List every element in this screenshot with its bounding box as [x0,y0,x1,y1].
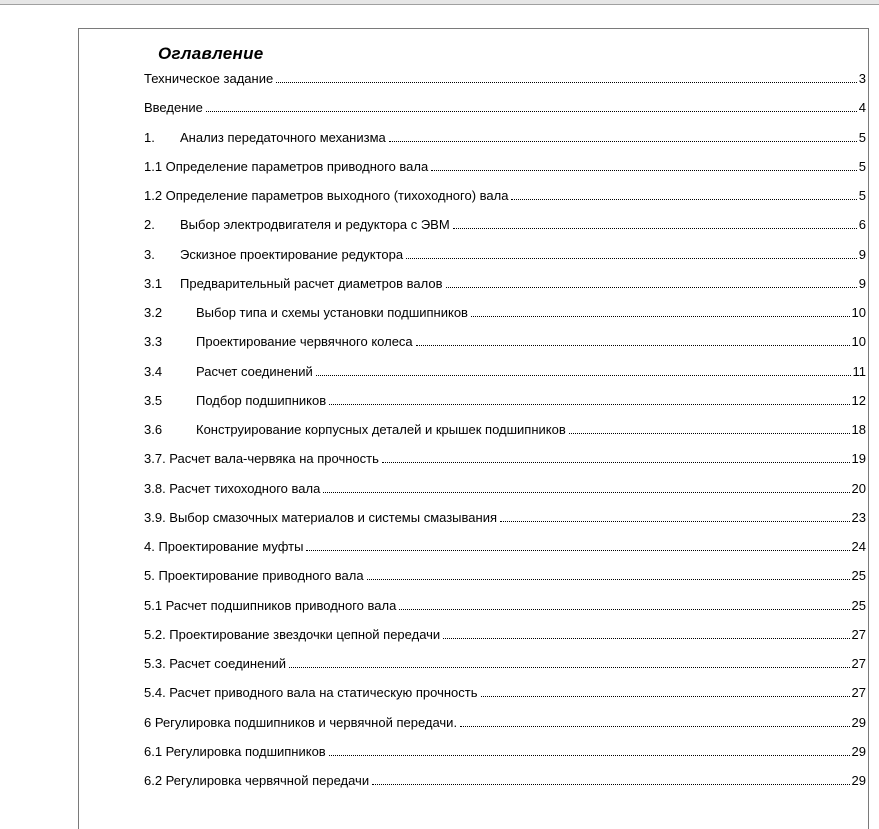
toc-entry-page: 20 [851,480,866,496]
window-top-bar [0,0,879,5]
toc-entry-text: 1.2 Определение параметров выходного (тихоходного) вала [144,188,509,203]
toc-entry-page: 10 [851,334,866,350]
dot-leader [460,726,849,727]
dot-leader [500,521,850,522]
toc-entry-number: 3.5 [144,392,163,408]
dot-leader [453,228,857,229]
toc-entry-text: Подбор подшипников [196,392,327,408]
toc-entry-text: Эскизное проектирование редуктора [180,246,404,262]
toc-entry-page: 25 [851,568,866,584]
toc-entry-number: 3.2 [144,305,163,320]
toc-entry-text: 6.2 Регулировка червячной передачи [144,773,370,788]
toc-entry[interactable] [144,597,866,626]
toc-entry-page: 9 [858,275,866,291]
toc-entry-text: Выбор электродвигателя и редуктора с ЭВМ [180,217,450,233]
toc-entry[interactable] [144,275,866,304]
toc-entry-page: 10 [851,305,866,320]
dot-leader [431,170,857,171]
toc-entry[interactable] [144,567,866,596]
toc-entry-text: 5.4. Расчет приводного вала на статическую прочность [144,685,478,701]
toc-entry-page: 5 [858,188,866,203]
toc-entry-text: 5.2. Проектирование звездочки цепной передачи [144,626,441,642]
dot-leader [443,638,849,639]
toc-entry-text: 4. Проектирование муфты [144,539,304,554]
dot-leader [389,141,857,142]
dot-leader [206,111,857,112]
toc-entry[interactable] [144,99,866,128]
toc-entry-page: 27 [851,685,866,701]
dot-leader [511,199,856,200]
dot-leader [372,784,849,785]
toc-entry-number: 3.1 [144,275,163,291]
toc-entry-number: 2. [144,217,155,233]
dot-leader [406,258,857,259]
dot-leader [329,404,849,405]
toc-entry-number: 3.6 [144,422,163,437]
toc-entry-page: 23 [851,509,866,525]
toc-entry-page: 27 [851,656,866,671]
toc-entry-text: 1.1 Определение параметров приводного вала [144,158,429,174]
toc-entry[interactable] [144,772,866,801]
toc-entry-text: 6 Регулировка подшипников и червячной передачи. [144,714,458,730]
toc-entry-number: 3. [144,246,155,262]
toc-entry-page: 29 [851,743,866,759]
toc-entry-text: 3.7. Расчет вала-червяка на прочность [144,451,379,467]
dot-leader [367,579,850,580]
toc-entry[interactable] [144,333,866,362]
toc-entry[interactable] [144,392,866,421]
toc-entry-page: 5 [858,129,866,145]
dot-leader [569,433,850,434]
toc-entry[interactable] [144,743,866,772]
toc-entry-text: 5. Проектирование приводного вала [144,568,364,584]
toc-entry-number: 1. [144,129,155,145]
toc-entry[interactable] [144,714,866,743]
toc-entry-page: 27 [851,626,866,642]
dot-leader [471,316,850,317]
toc-entry[interactable] [144,187,866,216]
toc-entry[interactable] [144,450,866,479]
toc-entry-text: 3.8. Расчет тихоходного вала [144,480,321,496]
toc-entry-page: 3 [858,71,866,86]
toc-entry-text: Предварительный расчет диаметров валов [180,275,443,291]
dot-leader [399,609,849,610]
toc-entry-text: 5.1 Расчет подшипников приводного вала [144,597,397,613]
toc-entry[interactable] [144,70,866,99]
toc-entry[interactable] [144,509,866,538]
toc-entry-page: 11 [852,363,866,379]
dot-leader [416,345,850,346]
dot-leader [446,287,857,288]
toc-entry-text: Проектирование червячного колеса [196,334,413,350]
toc-entry-text: Расчет соединений [196,363,313,379]
toc-entry[interactable] [144,684,866,713]
toc-entry-page: 6 [858,217,866,233]
dot-leader [306,550,849,551]
toc-entry-page: 12 [851,392,866,408]
toc-entry-text: Введение [144,100,203,116]
toc-entry-text: 6.1 Регулировка подшипников [144,743,326,759]
toc-entry-text: Конструирование корпусных деталей и крышек подшипников [196,422,566,437]
toc-entry-text: Анализ передаточного механизма [180,129,386,145]
toc-entry[interactable] [144,655,866,684]
toc-entry[interactable] [144,363,866,392]
toc-entry-page: 5 [858,158,866,174]
toc-entry-page: 18 [851,422,866,437]
dot-leader [382,462,850,463]
dot-leader [481,696,850,697]
dot-leader [329,755,850,756]
toc-entry[interactable] [144,626,866,655]
toc-entry-text: Техническое задание [144,71,274,86]
toc-entry-page: 24 [851,539,866,554]
toc-entry-page: 29 [851,714,866,730]
toc-entry[interactable] [144,480,866,509]
toc-entry[interactable] [144,129,866,158]
toc-entry[interactable] [144,421,866,450]
toc-entry[interactable] [144,304,866,333]
dot-leader [289,667,849,668]
toc-entry-page: 29 [851,773,866,788]
toc-entry-text: Выбор типа и схемы установки подшипников [196,305,468,320]
toc-entry-page: 19 [851,451,866,467]
toc-entry-page: 25 [851,597,866,613]
toc-title: Оглавление [158,44,264,63]
toc-entry-page: 4 [858,100,866,116]
toc-entry-text: 5.3. Расчет соединений [144,656,287,671]
toc-entry-number: 3.3 [144,334,163,350]
toc-entry-page: 9 [858,246,866,262]
table-of-contents [144,70,866,801]
toc-entry[interactable] [144,246,866,275]
toc-entry[interactable] [144,158,866,187]
dot-leader [276,82,857,83]
dot-leader [323,492,849,493]
toc-entry[interactable] [144,538,866,567]
toc-entry-number: 3.4 [144,363,163,379]
toc-entry[interactable] [144,216,866,245]
toc-entry-text: 3.9. Выбор смазочных материалов и системы смазывания [144,509,497,525]
dot-leader [316,375,851,376]
